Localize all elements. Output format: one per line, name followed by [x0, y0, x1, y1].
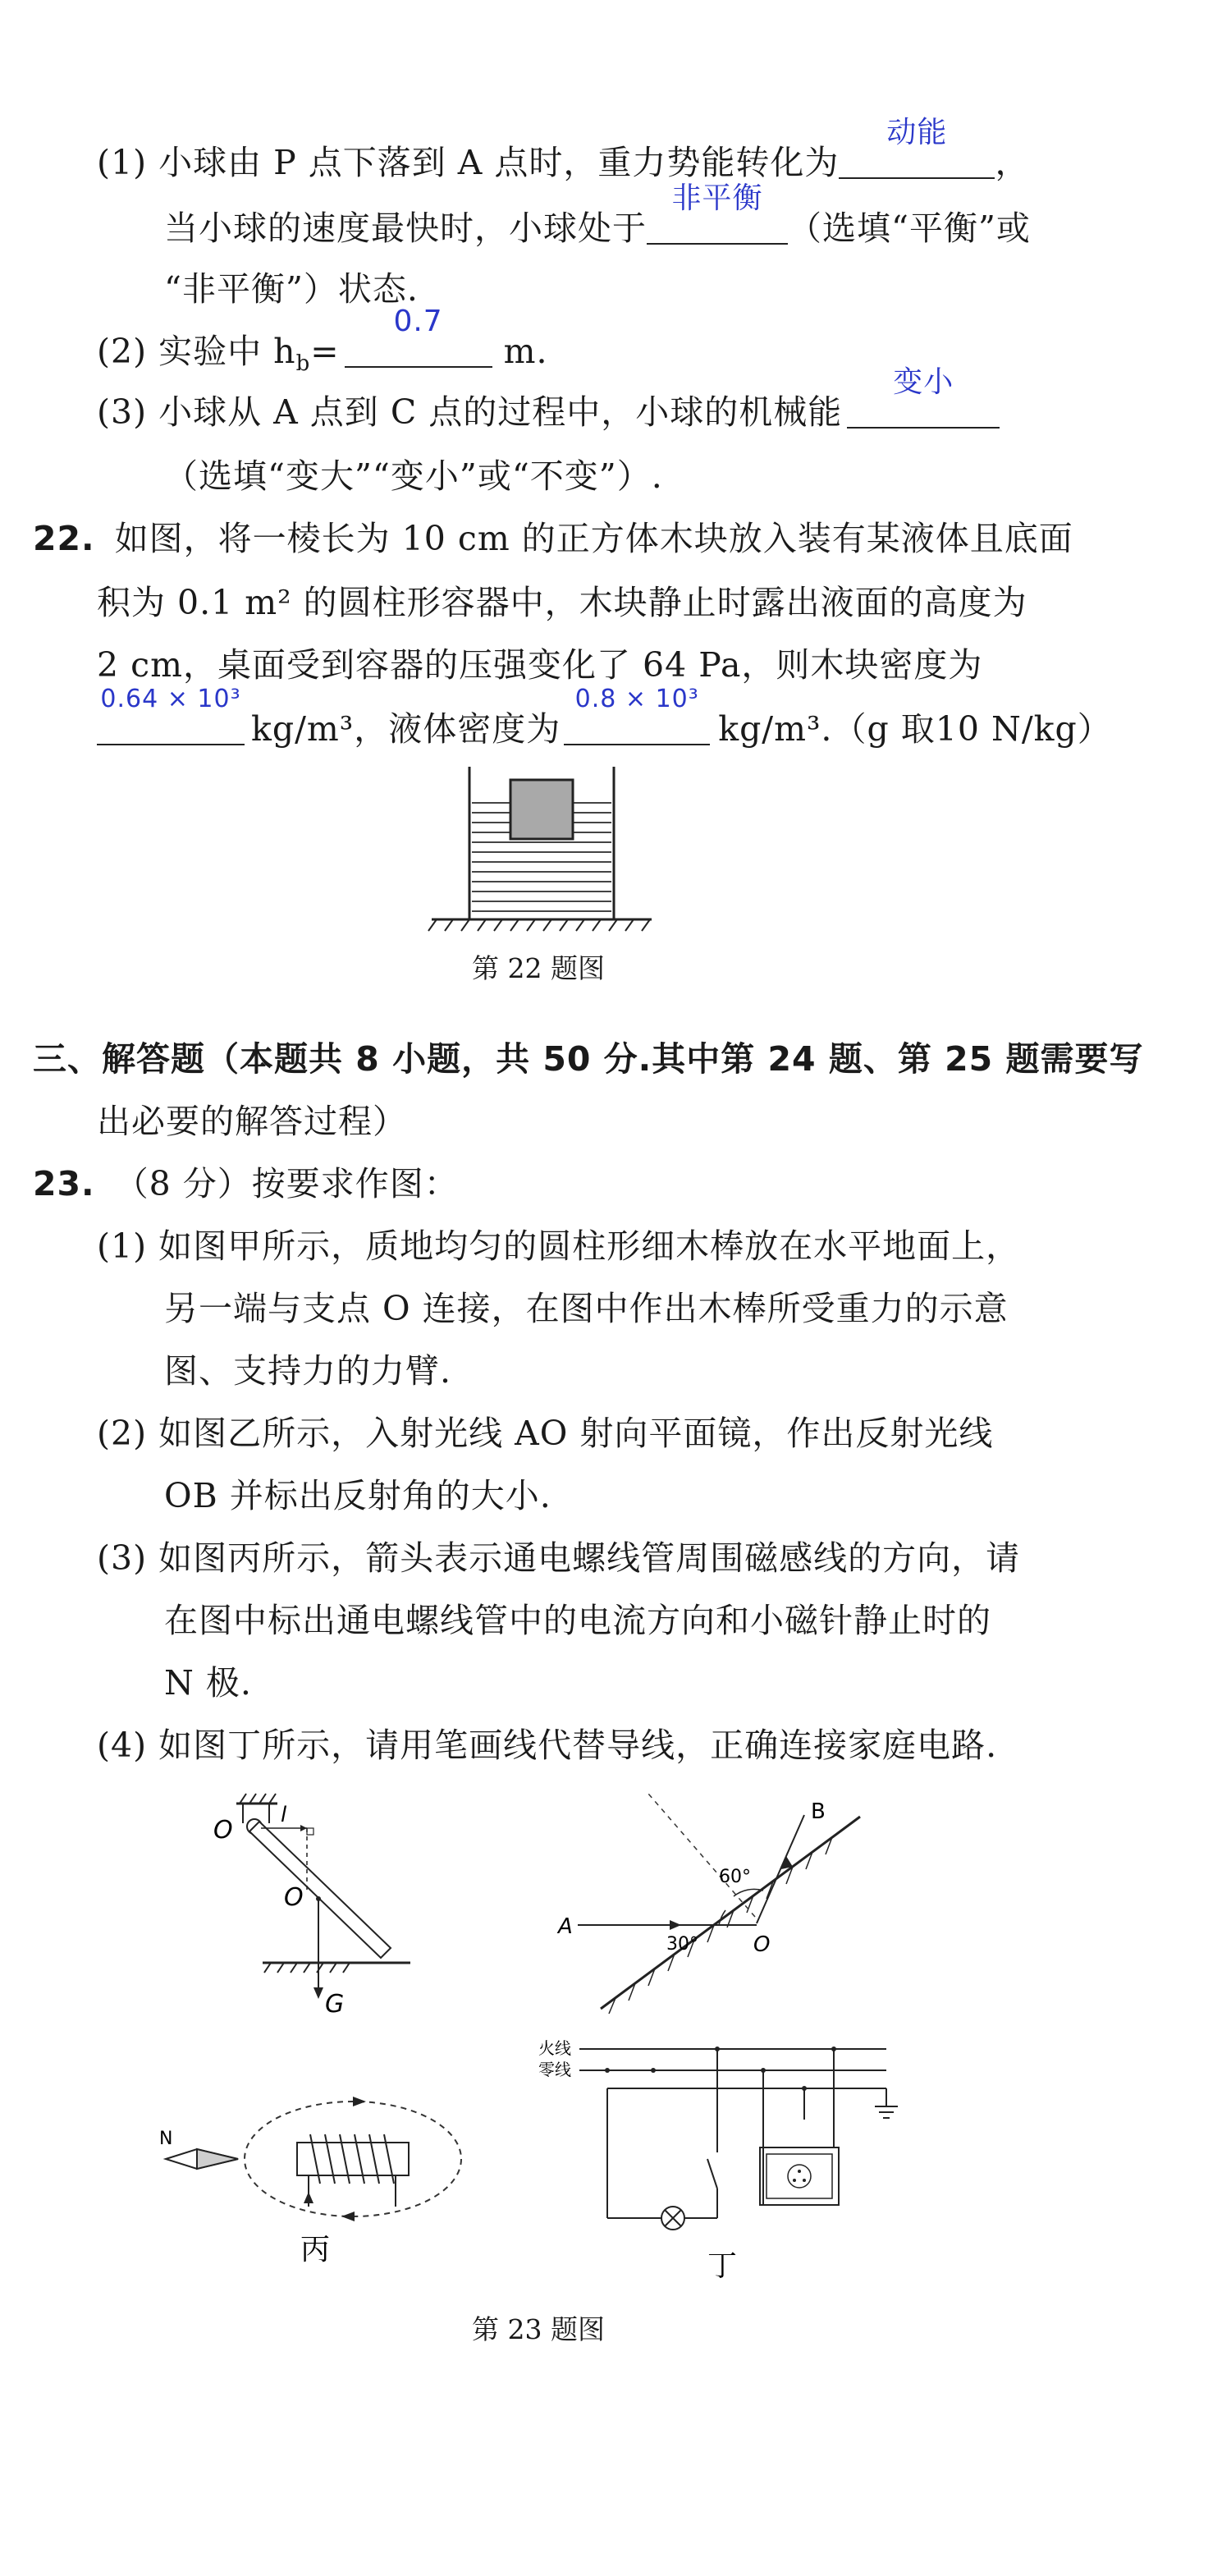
fig-jia-g: G: [325, 1990, 345, 2019]
fig-bing-label: 丙: [300, 2233, 331, 2267]
q23-fig-yi: [558, 1785, 886, 2032]
q21-answer4: 变小: [893, 365, 954, 399]
q22-text3: 2 cm，桌面受到容器的压强变化了 64 Pa，则木块密度为: [97, 645, 983, 685]
q21-part1-text-d: “非平衡”）状态.: [164, 269, 419, 309]
q21-part3-line1: [97, 365, 1000, 435]
section3-title: 三、解答题（本题共 8 小题，共 50 分.其中第 24 题、第 25 题需要写: [33, 1039, 1144, 1079]
switch-icon: [707, 2159, 717, 2189]
q23-p1-text3: 图、支持力的力臂.: [164, 1351, 452, 1391]
section3-line1: [33, 1036, 1143, 1082]
q21-part2-sub: b: [295, 351, 311, 377]
q23-p2-text2: OB 并标出反射角的大小.: [164, 1476, 551, 1515]
q21-answer2: 非平衡: [671, 181, 763, 215]
q23-p3-line3: [164, 1660, 252, 1706]
q21-part2-line: [97, 305, 548, 387]
q23-p4-line1: [97, 1722, 997, 1768]
q21-answer1-blank: [839, 116, 995, 179]
q21-answer1: 动能: [886, 116, 948, 149]
wooden-rod: [249, 1822, 391, 1958]
fig-yi-a: A: [558, 1914, 573, 1939]
q21-answer2-blank: [647, 181, 788, 245]
q21-answer3: 0.7: [393, 305, 443, 338]
q23-fig-jia: [205, 1794, 435, 2024]
q21-part1-line2: [164, 181, 1031, 251]
q21-answer4-blank: [847, 365, 1000, 429]
fig-bing-n: N: [159, 2129, 173, 2149]
q23-head: （8 分）按要求作图：: [114, 1164, 459, 1203]
fig-ding-live: 火线: [538, 2038, 571, 2058]
q23-p1-line3: [164, 1348, 451, 1394]
q22-line1: [33, 516, 1073, 561]
q21-part2-eq: =: [310, 332, 340, 371]
q23-p3-text2: 在图中标出通电螺线管中的电流方向和小磁针静止时的: [164, 1601, 991, 1640]
fig-ding-neutral: 零线: [538, 2060, 571, 2079]
q23-number: 23.: [33, 1164, 95, 1203]
q21-part1-text-c: （选填“平衡”或: [788, 209, 1031, 248]
fig-yi-angle-ref: 60°: [719, 1867, 751, 1887]
q22-figure: [427, 763, 657, 936]
section3-text2: 出必要的解答过程）: [97, 1102, 407, 1141]
q21-part3-line2: [164, 453, 663, 499]
q21-part3-text-b: （选填“变大”“变小”或“不变”）.: [164, 456, 663, 496]
q22-text1: 如图，将一棱长为 10 cm 的正方体木块放入装有某液体且底面: [114, 519, 1073, 558]
q23-p4-text1: (4) 如图丁所示，请用笔画线代替导线，正确连接家庭电路.: [97, 1726, 998, 1765]
q23-p1-line2: [164, 1286, 1009, 1332]
socket-icon: [760, 2147, 839, 2205]
fig-yi-b: B: [811, 1799, 826, 1824]
q21-part1-line1: (1) 小球由 P 点下落到 A 点时，重力势能转化为 动能 ，: [97, 116, 1030, 182]
fig-yi-angle-inc: 30°: [666, 1934, 698, 1955]
q22-answer1-blank: [97, 685, 245, 745]
q22-line4: [97, 685, 1112, 752]
q22-number: 22.: [33, 519, 95, 558]
q22-answer1: 0.64 × 10³: [100, 685, 241, 713]
section3-line2: [97, 1098, 407, 1144]
fig-yi-o: O: [753, 1932, 771, 1957]
q21-part2-unit: m.: [503, 332, 548, 371]
q23-p1-text1: (1) 如图甲所示，质地均匀的圆柱形细木棒放在水平地面上，: [97, 1226, 1021, 1266]
q21-part1-text-b: 当小球的速度最快时，小球处于: [164, 209, 647, 248]
q22-unit2: kg/m³.（g 取10 N/kg）: [718, 709, 1112, 749]
wooden-cube: [510, 780, 573, 839]
q23-p3-text3: N 极.: [164, 1663, 252, 1703]
q23-p3-text1: (3) 如图丙所示，箭头表示通电螺线管周围磁感线的方向，请: [97, 1538, 1021, 1578]
q23-fig-bing: [156, 2083, 460, 2267]
q23-caption: 第 23 题图: [472, 2313, 605, 2345]
fig-ding-label: 丁: [707, 2249, 738, 2283]
q21-part3-text: (3) 小球从 A 点到 C 点的过程中，小球的机械能: [97, 392, 843, 432]
q22-text2: 积为 0.1 m² 的圆柱形容器中，木块静止时露出液面的高度为: [97, 583, 1027, 622]
q22-unit1: kg/m³，液体密度为: [251, 709, 561, 749]
q23-line-head: [33, 1161, 459, 1207]
fig-jia-o-top: O: [213, 1816, 233, 1845]
q23-p3-line1: [97, 1535, 1020, 1581]
q22-answer2-blank: [564, 685, 710, 745]
q22-line2: [97, 580, 1027, 626]
q23-fig-ding: [525, 2028, 919, 2282]
q22-caption: 第 22 题图: [472, 952, 605, 984]
q23-p1-line1: [97, 1223, 1020, 1269]
q21-part2-text: (2) 实验中 h: [97, 332, 296, 371]
q23-p2-line2: [164, 1473, 551, 1519]
q23-p3-line2: [164, 1597, 991, 1643]
q23-p2-line1: [97, 1410, 993, 1456]
q23-p1-text2: 另一端与支点 O 连接，在图中作出木棒所受重力的示意: [164, 1289, 1009, 1328]
q22-answer2: 0.8 × 10³: [574, 685, 699, 713]
fig-jia-l: l: [281, 1803, 287, 1827]
fig-jia-o-mid: O: [284, 1883, 304, 1912]
q23-p2-text1: (2) 如图乙所示，入射光线 AO 射向平面镜，作出反射光线: [97, 1414, 994, 1453]
q21-answer3-blank: [345, 305, 492, 368]
q21-part1-text: (1) 小球由 P 点下落到 A 点时，重力势能转化为: [97, 143, 840, 182]
